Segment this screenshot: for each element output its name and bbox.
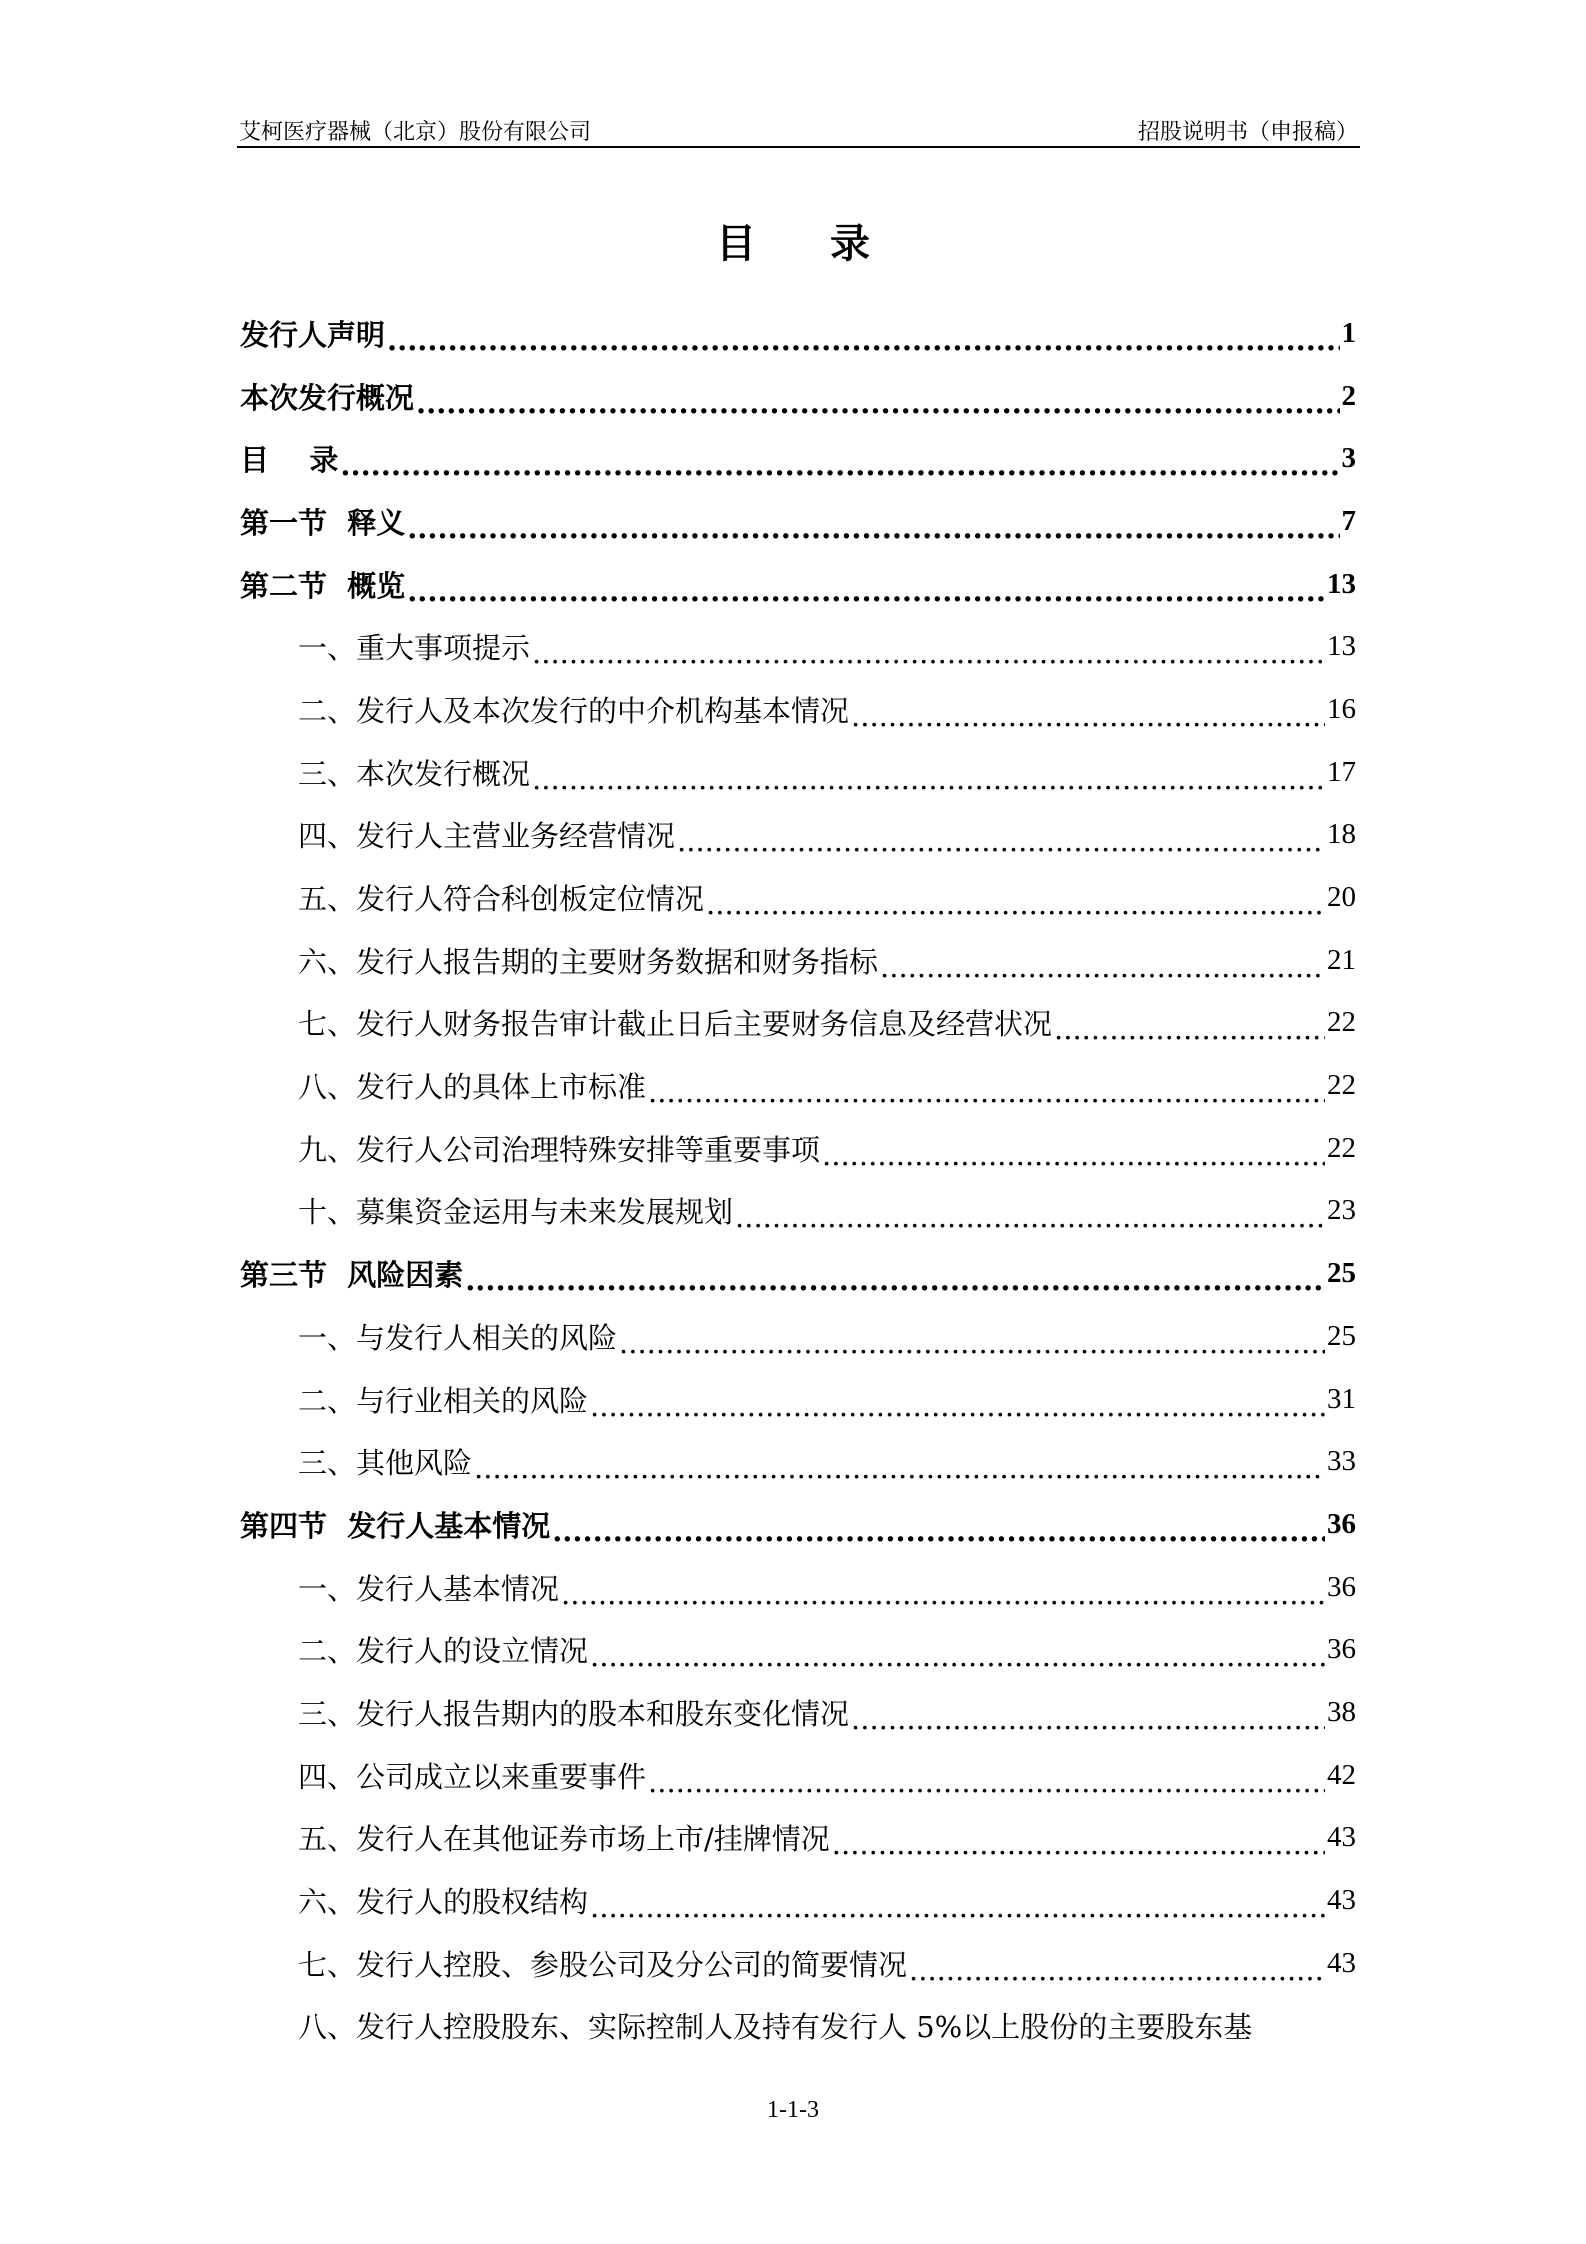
toc-entry-page: 7 <box>1341 504 1356 537</box>
toc-entry[interactable] <box>240 1305 1356 1368</box>
toc-dot-leader <box>465 1263 1325 1292</box>
toc-entry[interactable] <box>240 490 1356 553</box>
toc-entry[interactable] <box>240 427 1356 490</box>
table-of-contents <box>240 302 1356 2057</box>
toc-entry-page: 22 <box>1327 1069 1356 1102</box>
toc-dot-leader <box>1054 1012 1325 1041</box>
toc-entry-page: 13 <box>1327 567 1356 600</box>
toc-entry[interactable] <box>240 1368 1356 1431</box>
toc-entry[interactable] <box>240 1807 1356 1870</box>
toc-entry-page: 43 <box>1327 1946 1356 1979</box>
toc-entry-label: 第一节 释义 <box>240 505 406 540</box>
toc-entry-page: 36 <box>1327 1507 1356 1540</box>
toc-entry-page: 31 <box>1327 1382 1356 1415</box>
toc-dot-leader <box>822 1138 1325 1167</box>
toc-entry-label: 一、发行人基本情况 <box>298 1571 560 1606</box>
toc-entry[interactable] <box>240 929 1356 992</box>
toc-entry-label: 五、发行人符合科创板定位情况 <box>298 882 705 917</box>
toc-entry-label: 四、公司成立以来重要事件 <box>298 1759 647 1794</box>
toc-entry-page: 33 <box>1327 1445 1356 1478</box>
toc-dot-leader <box>340 448 1339 477</box>
toc-dot-leader <box>552 1514 1325 1543</box>
toc-dot-leader <box>590 1389 1325 1418</box>
toc-entry-page: 43 <box>1327 1821 1356 1854</box>
toc-entry[interactable] <box>240 1869 1356 1932</box>
toc-entry[interactable] <box>240 1932 1356 1995</box>
toc-entry-page: 2 <box>1341 379 1356 412</box>
toc-dot-leader <box>474 1451 1325 1480</box>
toc-dot-leader <box>832 1827 1325 1856</box>
toc-entry[interactable] <box>240 804 1356 867</box>
toc-dot-leader <box>706 887 1325 916</box>
toc-dot-leader <box>387 323 1339 352</box>
toc-entry[interactable] <box>240 1556 1356 1619</box>
toc-entry[interactable] <box>240 866 1356 929</box>
toc-entry[interactable] <box>240 553 1356 616</box>
toc-entry-page: 16 <box>1327 692 1356 725</box>
toc-entry-label: 十、募集资金运用与未来发展规划 <box>298 1195 734 1230</box>
toc-entry-label: 第三节 风险因素 <box>240 1258 464 1293</box>
toc-entry[interactable] <box>240 1054 1356 1117</box>
toc-entry[interactable] <box>240 1493 1356 1556</box>
toc-dot-leader <box>851 1702 1325 1731</box>
toc-entry-page: 3 <box>1341 442 1356 475</box>
toc-entry[interactable] <box>240 1242 1356 1305</box>
toc-entry[interactable] <box>240 615 1356 678</box>
toc-entry-continued[interactable] <box>240 1995 1356 2058</box>
toc-entry-page: 17 <box>1327 755 1356 788</box>
toc-entry-page: 22 <box>1327 1006 1356 1039</box>
toc-dot-leader <box>532 636 1325 665</box>
toc-entry-label: 八、发行人控股股东、实际控制人及持有发行人 5%以上股份的主要股东基 <box>298 2010 1253 2045</box>
toc-entry-label: 七、发行人财务报告审计截止日后主要财务信息及经营状况 <box>298 1007 1053 1042</box>
header-doc-type: 招股说明书（申报稿） <box>1137 120 1358 145</box>
toc-entry-label: 目 录 <box>240 443 339 478</box>
toc-dot-leader <box>648 1075 1325 1104</box>
toc-entry-label: 本次发行概况 <box>240 380 415 415</box>
page-title: 目 录 <box>716 220 900 267</box>
toc-entry-label: 二、发行人及本次发行的中介机构基本情况 <box>298 693 850 728</box>
toc-dot-leader <box>909 1953 1325 1982</box>
toc-entry[interactable] <box>240 992 1356 1055</box>
toc-entry-label: 三、其他风险 <box>298 1446 473 1481</box>
toc-entry[interactable] <box>240 302 1356 365</box>
toc-entry-page: 1 <box>1341 316 1356 349</box>
toc-dot-leader <box>407 574 1325 603</box>
toc-dot-leader <box>561 1577 1325 1606</box>
toc-entry-page: 20 <box>1327 881 1356 914</box>
toc-entry-label: 二、与行业相关的风险 <box>298 1383 589 1418</box>
toc-entry[interactable] <box>240 678 1356 741</box>
toc-entry[interactable] <box>240 1430 1356 1493</box>
toc-dot-leader <box>880 950 1325 979</box>
toc-entry-page: 38 <box>1327 1695 1356 1728</box>
toc-entry-label: 五、发行人在其他证券市场上市/挂牌情况 <box>298 1822 830 1857</box>
page-header <box>237 113 1360 147</box>
toc-dot-leader <box>619 1326 1325 1355</box>
toc-dot-leader <box>735 1200 1325 1229</box>
toc-dot-leader <box>416 386 1339 415</box>
toc-dot-leader <box>590 1639 1325 1668</box>
toc-dot-leader <box>648 1765 1325 1794</box>
toc-entry-label: 一、重大事项提示 <box>298 631 531 666</box>
toc-entry-label: 二、发行人的设立情况 <box>298 1634 589 1669</box>
toc-entry-label: 九、发行人公司治理特殊安排等重要事项 <box>298 1132 821 1167</box>
toc-entry[interactable] <box>240 365 1356 428</box>
toc-entry-page: 25 <box>1327 1319 1356 1352</box>
toc-dot-leader <box>532 762 1325 791</box>
toc-entry-page: 25 <box>1327 1257 1356 1290</box>
header-rule <box>237 146 1360 148</box>
toc-dot-leader <box>851 699 1325 728</box>
toc-entry-page: 13 <box>1327 630 1356 663</box>
toc-entry-page: 23 <box>1327 1194 1356 1227</box>
toc-entry[interactable] <box>240 1681 1356 1744</box>
toc-entry-page: 43 <box>1327 1884 1356 1917</box>
toc-entry-label: 七、发行人控股、参股公司及分公司的简要情况 <box>298 1947 908 1982</box>
toc-dot-leader <box>590 1890 1325 1919</box>
toc-entry-page: 18 <box>1327 818 1356 851</box>
toc-entry-label: 三、本次发行概况 <box>298 756 531 791</box>
toc-dot-leader <box>407 511 1339 540</box>
toc-entry-label: 八、发行人的具体上市标准 <box>298 1070 647 1105</box>
toc-dot-leader <box>677 824 1325 853</box>
toc-entry-label: 四、发行人主营业务经营情况 <box>298 819 676 854</box>
toc-entry-page: 21 <box>1327 943 1356 976</box>
toc-entry[interactable] <box>240 1744 1356 1807</box>
toc-entry-label: 三、发行人报告期内的股本和股东变化情况 <box>298 1696 850 1731</box>
toc-entry-label: 六、发行人的股权结构 <box>298 1885 589 1920</box>
toc-entry-page: 22 <box>1327 1131 1356 1164</box>
header-company: 艾柯医疗器械（北京）股份有限公司 <box>239 120 592 145</box>
toc-entry-label: 第四节 发行人基本情况 <box>240 1508 551 1543</box>
toc-entry-label: 六、发行人报告期的主要财务数据和财务指标 <box>298 944 879 979</box>
toc-entry[interactable] <box>240 1117 1356 1180</box>
toc-entry-label: 发行人声明 <box>240 317 386 352</box>
page-number: 1-1-3 <box>767 2097 819 2123</box>
toc-entry[interactable] <box>240 741 1356 804</box>
toc-entry-page: 36 <box>1327 1570 1356 1603</box>
toc-entry-label: 第二节 概览 <box>240 568 406 603</box>
toc-entry[interactable] <box>240 1180 1356 1243</box>
toc-entry-label: 一、与发行人相关的风险 <box>298 1320 618 1355</box>
toc-entry-page: 42 <box>1327 1758 1356 1791</box>
toc-entry-page: 36 <box>1327 1633 1356 1666</box>
toc-entry[interactable] <box>240 1618 1356 1681</box>
